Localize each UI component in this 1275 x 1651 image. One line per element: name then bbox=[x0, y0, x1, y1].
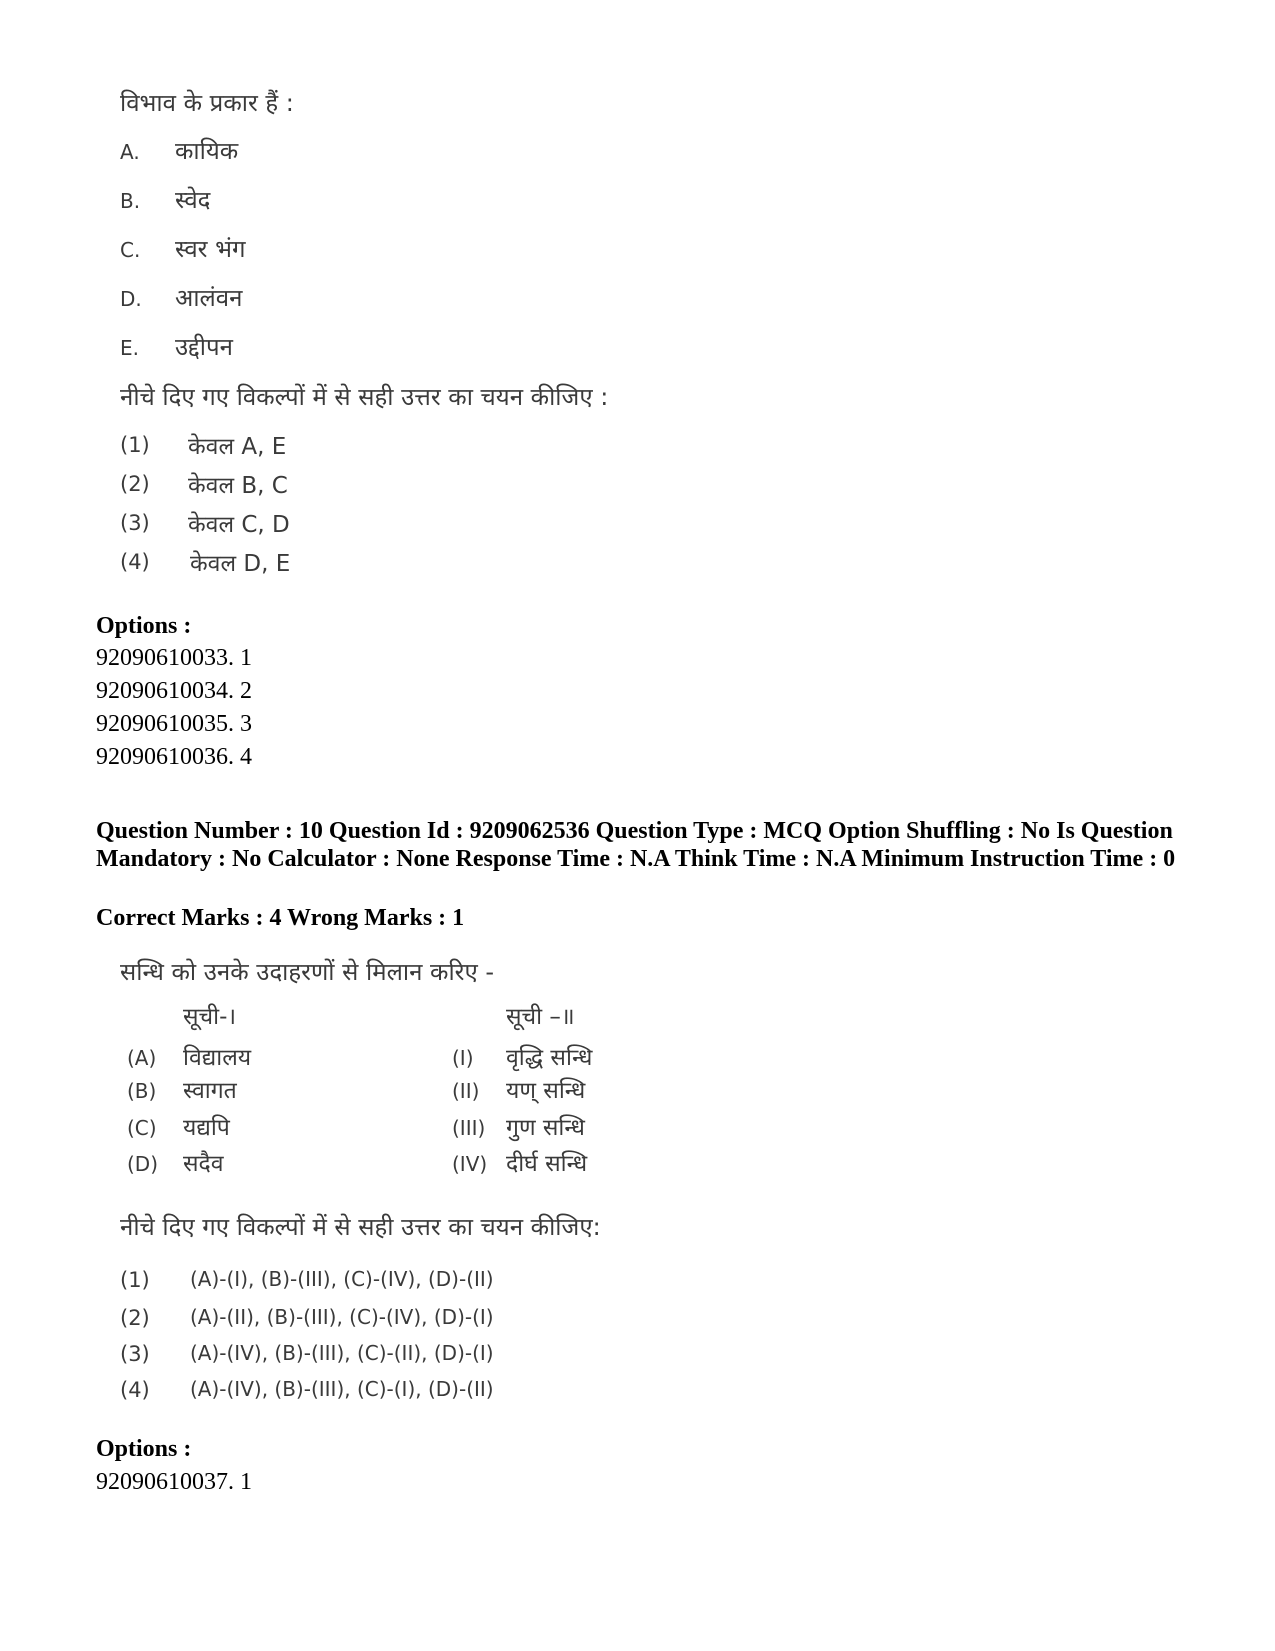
question-marks: Correct Marks : 4 Wrong Marks : 1 bbox=[96, 905, 465, 931]
match-row-value: स्वागत bbox=[183, 1078, 237, 1104]
choice-number: (3) bbox=[120, 511, 150, 535]
question-stem: सन्धि को उनके उदाहरणों से मिलान करिए - bbox=[120, 958, 495, 986]
match-row-key: (II) bbox=[452, 1079, 480, 1103]
choice-text: (A)-(IV), (B)-(III), (C)-(II), (D)-(I) bbox=[190, 1341, 494, 1365]
question-stem: विभाव के प्रकार हैं : bbox=[120, 89, 294, 117]
match-row-value: दीर्घ सन्धि bbox=[506, 1151, 588, 1177]
choice-number: (4) bbox=[120, 550, 150, 574]
item-key: D. bbox=[120, 287, 142, 311]
match-row-key: (A) bbox=[127, 1046, 157, 1070]
match-row-value: गुण सन्धि bbox=[506, 1115, 585, 1141]
choice-number: (1) bbox=[120, 433, 150, 457]
match-row-key: (B) bbox=[127, 1079, 157, 1103]
match-row-value: सदैव bbox=[183, 1151, 224, 1177]
option-id-line: 92090610034. 2 bbox=[96, 678, 252, 704]
choice-text: केवल B, C bbox=[188, 473, 288, 499]
option-id-line: 92090610036. 4 bbox=[96, 744, 252, 770]
item-key: B. bbox=[120, 189, 141, 213]
match-row-value: विद्यालय bbox=[183, 1045, 252, 1071]
item-text: आलंवन bbox=[175, 284, 243, 312]
question-instruction: नीचे दिए गए विकल्पों में से सही उत्तर का चयन कीजिए: bbox=[120, 1213, 601, 1241]
match-row-key: (I) bbox=[452, 1046, 474, 1070]
choice-text: (A)-(I), (B)-(III), (C)-(IV), (D)-(II) bbox=[190, 1267, 494, 1291]
options-heading: Options : bbox=[96, 1436, 192, 1462]
choice-text: केवल C, D bbox=[188, 512, 290, 538]
question-instruction: नीचे दिए गए विकल्पों में से सही उत्तर का चयन कीजिए : bbox=[120, 383, 609, 411]
choice-number: (4) bbox=[120, 1378, 150, 1402]
choice-text: (A)-(II), (B)-(III), (C)-(IV), (D)-(I) bbox=[190, 1305, 494, 1329]
item-key: C. bbox=[120, 238, 141, 262]
item-key: E. bbox=[120, 336, 139, 360]
option-id-line: 92090610037. 1 bbox=[96, 1469, 252, 1495]
options-heading: Options : bbox=[96, 613, 192, 639]
match-row-key: (C) bbox=[127, 1116, 157, 1140]
choice-number: (3) bbox=[120, 1342, 150, 1366]
match-row-value: यण् सन्धि bbox=[506, 1078, 586, 1104]
item-text: उद्दीपन bbox=[175, 333, 233, 361]
choice-text: केवल D, E bbox=[190, 551, 291, 577]
list-2-heading: सूची –॥ bbox=[506, 1004, 575, 1030]
match-row-key: (D) bbox=[127, 1152, 159, 1176]
match-row-value: यद्यपि bbox=[183, 1115, 230, 1141]
choice-text: (A)-(IV), (B)-(III), (C)-(I), (D)-(II) bbox=[190, 1377, 494, 1401]
choice-text: केवल A, E bbox=[188, 434, 287, 460]
list-1-heading: सूची-। bbox=[183, 1004, 237, 1030]
match-row-value: वृद्धि सन्धि bbox=[506, 1045, 593, 1071]
choice-number: (1) bbox=[120, 1268, 150, 1292]
question-meta: Question Number : 10 Question Id : 9209062536 Question Type : MCQ Option Shuffling : No Is Question Mandatory : No Calculator : None Response Time : N.A Think Time : N.A Minimum Instruction Time : 0 bbox=[96, 818, 1176, 872]
match-row-key: (IV) bbox=[452, 1152, 488, 1176]
item-text: कायिक bbox=[175, 137, 239, 165]
item-text: स्वेद bbox=[175, 186, 211, 214]
choice-number: (2) bbox=[120, 472, 150, 496]
option-id-line: 92090610035. 3 bbox=[96, 711, 252, 737]
option-id-line: 92090610033. 1 bbox=[96, 645, 252, 671]
item-key: A. bbox=[120, 140, 140, 164]
choice-number: (2) bbox=[120, 1306, 150, 1330]
item-text: स्वर भंग bbox=[175, 235, 246, 263]
match-row-key: (III) bbox=[452, 1116, 486, 1140]
